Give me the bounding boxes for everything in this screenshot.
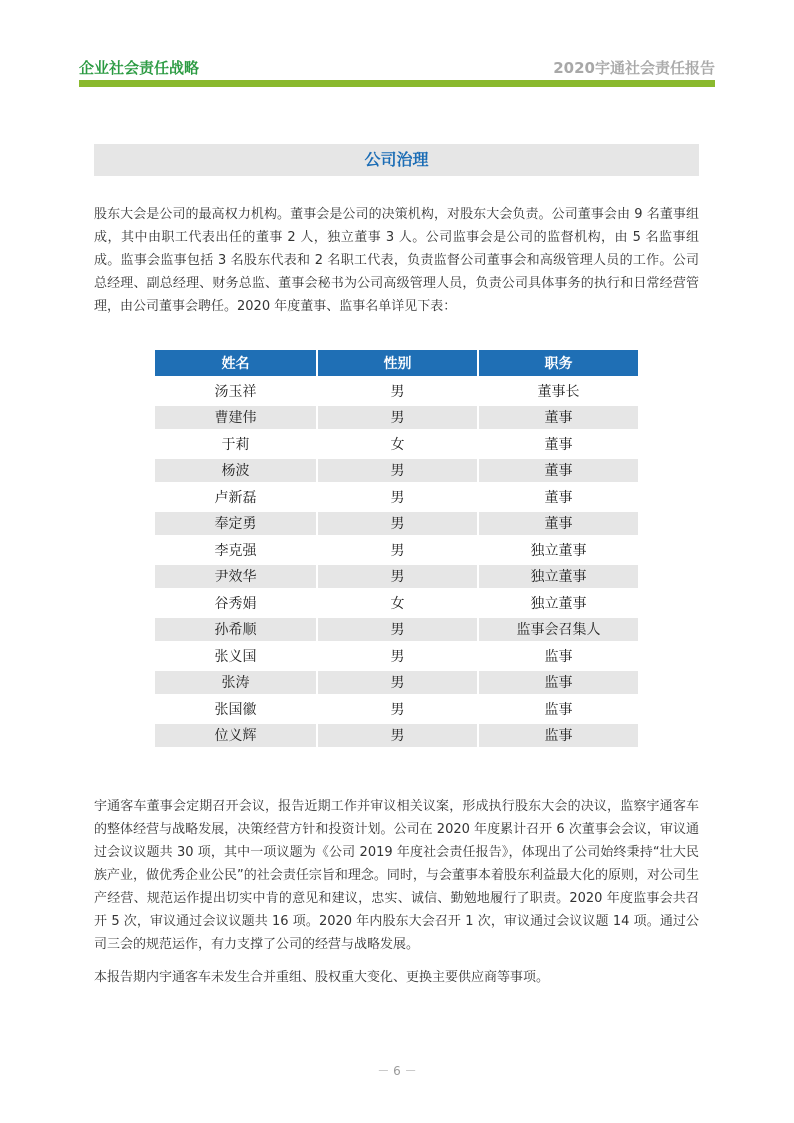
cell-name: 尹效华 xyxy=(155,565,316,589)
closing-paragraph: 本报告期内宇通客车未发生合并重组、股权重大变化、更换主要供应商等事项。 xyxy=(94,970,550,985)
cell-name: 杨波 xyxy=(155,459,316,483)
cell-gender: 女 xyxy=(316,432,477,456)
table-header-row xyxy=(155,350,638,376)
table-row xyxy=(155,644,638,668)
table-row xyxy=(155,697,638,721)
table-row xyxy=(155,565,638,589)
cell-position: 独立董事 xyxy=(477,538,638,562)
cell-name: 孙希顺 xyxy=(155,618,316,642)
cell-gender: 男 xyxy=(316,671,477,695)
table-body xyxy=(155,379,638,747)
page-number: － 6 － xyxy=(377,1064,417,1078)
header-section-title: 企业社会责任战略 xyxy=(79,59,200,77)
cell-position: 董事 xyxy=(477,406,638,430)
cell-position: 监事 xyxy=(477,724,638,748)
cell-position: 董事 xyxy=(477,512,638,536)
header-report-title: 2020宇通社会责任报告 xyxy=(553,59,715,77)
cell-position: 监事 xyxy=(477,644,638,668)
header-divider xyxy=(79,80,715,87)
cell-position: 董事长 xyxy=(477,379,638,403)
cell-position: 董事 xyxy=(477,432,638,456)
section-heading: 公司治理 xyxy=(94,144,699,176)
cell-gender: 男 xyxy=(316,538,477,562)
cell-name: 位义辉 xyxy=(155,724,316,748)
cell-position: 独立董事 xyxy=(477,591,638,615)
table-row xyxy=(155,671,638,695)
table-row xyxy=(155,724,638,748)
column-header-position: 职务 xyxy=(477,350,638,376)
cell-position: 董事 xyxy=(477,485,638,509)
cell-gender: 男 xyxy=(316,459,477,483)
cell-gender: 男 xyxy=(316,618,477,642)
cell-name: 汤玉祥 xyxy=(214,383,257,400)
table-row xyxy=(155,538,638,562)
cell-name: 曹建伟 xyxy=(155,406,316,430)
cell-position: 监事会召集人 xyxy=(477,618,638,642)
cell-gender: 男 xyxy=(316,697,477,721)
table-row xyxy=(155,618,638,642)
cell-name: 谷秀娟 xyxy=(214,595,257,612)
cell-gender: 男 xyxy=(316,565,477,589)
cell-gender: 男 xyxy=(316,724,477,748)
table-row xyxy=(155,485,638,509)
cell-name: 于莉 xyxy=(221,436,250,453)
column-header-gender: 性别 xyxy=(316,350,477,376)
table-row xyxy=(155,432,638,456)
cell-gender: 男 xyxy=(316,485,477,509)
cell-gender: 男 xyxy=(316,644,477,668)
cell-name: 张涛 xyxy=(155,671,316,695)
cell-gender: 男 xyxy=(316,379,477,403)
cell-gender: 女 xyxy=(316,591,477,615)
cell-name: 李克强 xyxy=(214,542,257,559)
board-paragraph: 宇通客车董事会定期召开会议，报告近期工作并审议相关议案，形成执行股东大会的决议，监察宇通客车的整体经营与战略发展，决策经营方针和投资计划。公司在 2020 年度累计召开 6 次董事会会议，审议通过会议议题共 30 项，其中一项议题为《公司 2019 年度社会责任报告》，体现出了公司始终秉持“壮大民族产业，做优秀企业公民”的社会责任宗旨和理念。同时，与会董事本着股东利益最大化的原则，对公司生产经营、规范运作提出切实中肯的意见和建议，忠实、诚信、勤勉地履行了职责。2020 年度监事会共召开 5 次，审议通过会议议题共 16 项。2020 年内股东大会召开 1 次，审议通过会议议题 14 项。通过公司三会的规范运作，有力支撑了公司的经营与战略发展。 xyxy=(94,799,699,952)
intro-paragraph: 股东大会是公司的最高权力机构。董事会是公司的决策机构，对股东大会负责。公司董事会由 9 名董事组成，其中由职工代表出任的董事 2 人，独立董事 3 人。公司监事会是公司的监督机构，由 5 名监事组成。监事会监事包括 3 名股东代表和 2 名职工代表，负责监督公司董事会和高级管理人员的工作。公司总经理、副总经理、财务总监、董事会秘书为公司高级管理人员，负责公司具体事务的执行和日常经营管理，由公司董事会聘任。2020 年度董事、监事名单详见下表： xyxy=(94,207,699,314)
cell-name: 卢新磊 xyxy=(214,489,257,506)
column-header-name: 姓名 xyxy=(155,350,316,376)
cell-name: 张国徽 xyxy=(214,701,257,718)
members-table xyxy=(155,347,638,750)
cell-position: 独立董事 xyxy=(477,565,638,589)
cell-position: 监事 xyxy=(477,671,638,695)
cell-name: 张义国 xyxy=(214,648,257,665)
cell-gender: 男 xyxy=(316,512,477,536)
cell-position: 监事 xyxy=(477,697,638,721)
cell-gender: 男 xyxy=(316,406,477,430)
table-row xyxy=(155,406,638,430)
cell-position: 董事 xyxy=(477,459,638,483)
table-row xyxy=(155,459,638,483)
table-row xyxy=(155,379,638,403)
table-row xyxy=(155,512,638,536)
cell-name: 奉定勇 xyxy=(155,512,316,536)
table-row xyxy=(155,591,638,615)
